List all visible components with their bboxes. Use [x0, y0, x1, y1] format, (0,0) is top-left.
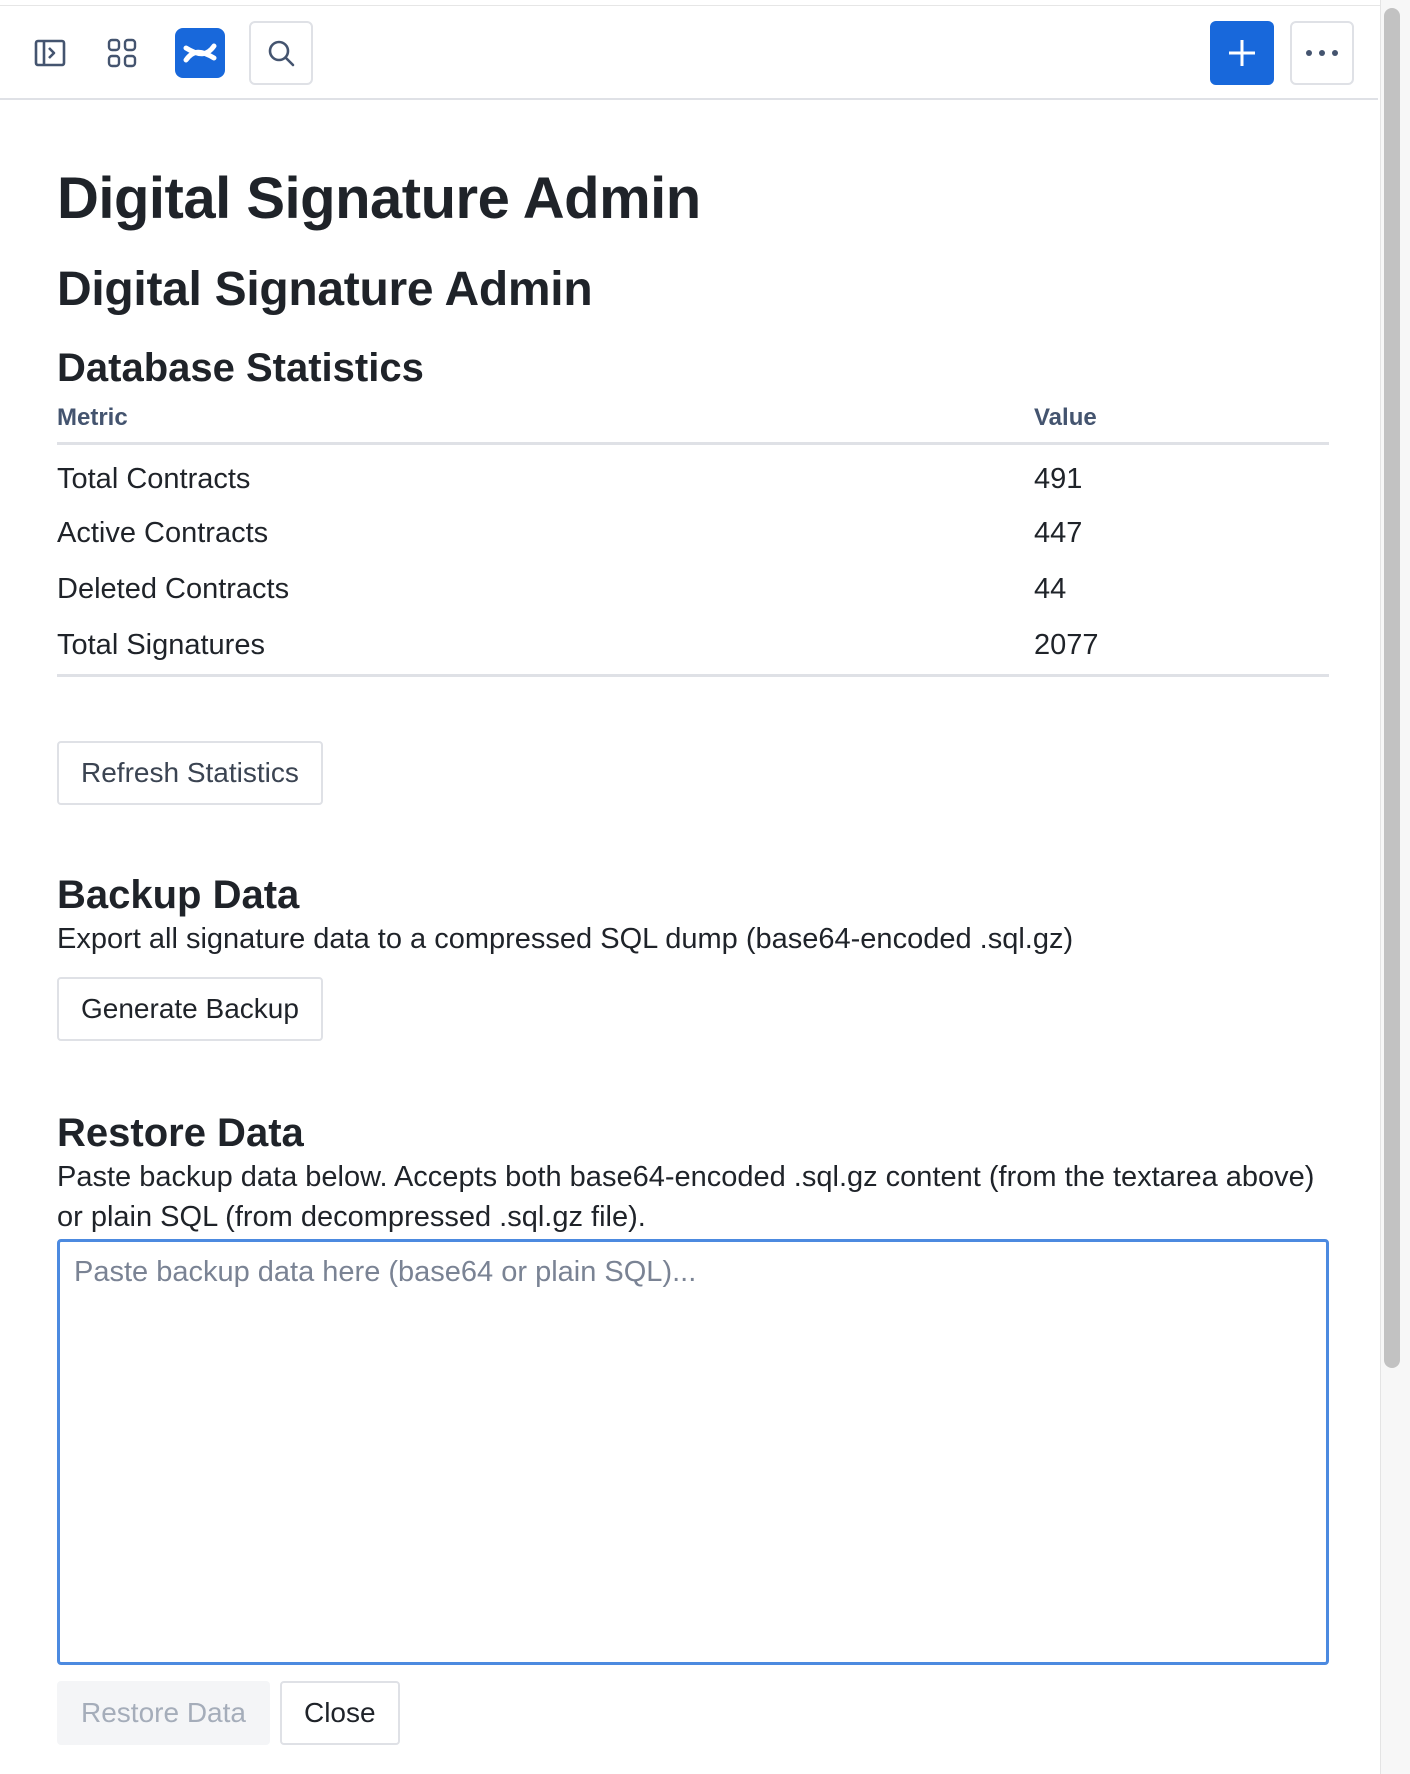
app-switcher-button[interactable] — [90, 21, 154, 85]
restore-heading: Restore Data — [57, 1111, 304, 1155]
refresh-statistics-button[interactable]: Refresh Statistics — [57, 741, 323, 805]
backup-heading: Backup Data — [57, 873, 300, 917]
more-actions-button[interactable] — [1290, 21, 1354, 85]
close-button[interactable]: Close — [280, 1681, 400, 1745]
dialog-actions — [57, 1681, 1329, 1745]
backup-description: Export all signature data to a compressed SQL dump (base64-encoded .sql.gz) — [57, 923, 1074, 955]
value-cell: 44 — [1034, 573, 1067, 605]
sidebar-toggle-button[interactable] — [18, 21, 82, 85]
metric-cell: Total Signatures — [57, 618, 1034, 676]
toolbar — [0, 6, 1378, 100]
confluence-logo-icon — [183, 38, 217, 68]
stats-table — [57, 400, 1329, 677]
more-icon — [1304, 49, 1340, 57]
search-button[interactable] — [249, 21, 313, 85]
search-icon — [265, 37, 297, 69]
create-button[interactable] — [1210, 21, 1274, 85]
stats-header-row — [57, 400, 1329, 444]
column-header-metric: Metric — [57, 400, 1034, 444]
confluence-home-button[interactable] — [175, 28, 225, 78]
metric-cell: Active Contracts — [57, 517, 269, 549]
restore-data-input[interactable] — [57, 1239, 1329, 1665]
table-row — [57, 562, 1329, 618]
page-subtitle: Digital Signature Admin — [57, 263, 593, 316]
stats-heading: Database Statistics — [57, 346, 424, 390]
table-row — [57, 618, 1329, 676]
scrollbar-thumb[interactable] — [1384, 8, 1400, 1368]
table-row — [57, 506, 1329, 562]
sidebar-toggle-icon — [34, 39, 66, 67]
value-cell: 2077 — [1034, 618, 1329, 676]
table-row — [57, 444, 1329, 506]
apps-grid-icon — [106, 37, 138, 69]
metric-cell: Total Contracts — [57, 462, 251, 495]
value-cell: 491 — [1034, 462, 1083, 495]
column-header-value: Value — [1034, 400, 1329, 444]
main-content — [57, 100, 1329, 1745]
generate-backup-button[interactable]: Generate Backup — [57, 977, 323, 1041]
page-title: Digital Signature Admin — [57, 166, 701, 231]
value-cell: 447 — [1034, 517, 1083, 549]
restore-data-button[interactable]: Restore Data — [57, 1681, 270, 1745]
restore-description: Paste backup data below. Accepts both base64-encoded .sql.gz content (from the textarea above) or plain SQL (from decompressed .sql.gz file). — [57, 1161, 1315, 1233]
metric-cell: Deleted Contracts — [57, 573, 290, 605]
plus-icon — [1226, 37, 1258, 69]
